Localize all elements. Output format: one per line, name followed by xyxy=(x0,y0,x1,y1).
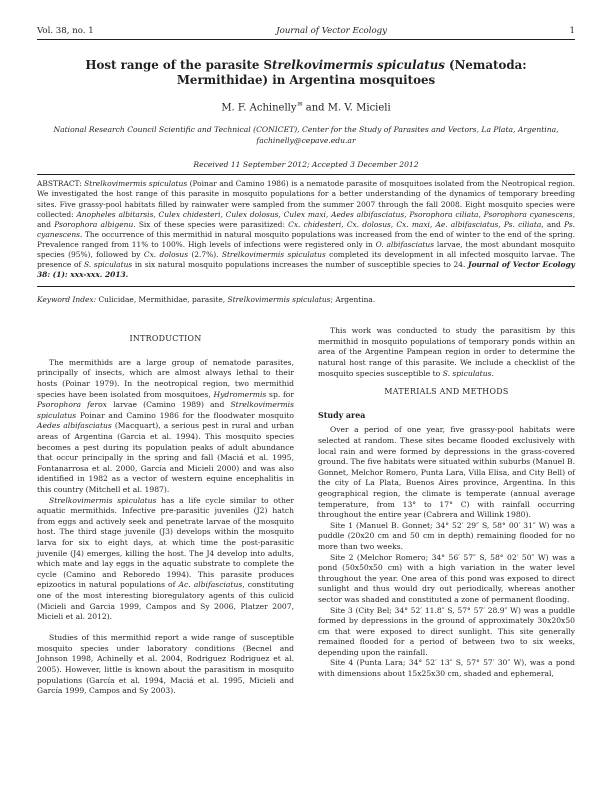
section-heading-introduction: INTRODUCTION xyxy=(129,334,202,344)
author-list: M. F. Achinelly✉ and M. V. Micieli xyxy=(221,101,391,114)
body-columns xyxy=(37,326,575,697)
received-accepted-dates: Received 11 September 2012; Accepted 3 December 2012 xyxy=(37,160,575,175)
paragraph: Strelkovimermis spiculatus has a life cycle similar to other aquatic mermithids. Infective pre-parasitic juveniles (J2) hatch from eggs and actively seek and penetrate larvae of the mosquito host. The third stage juvenile (J3) develops within the mosquito larva for six to eight days, at which time the post-parasitic juvenile (J4) emerges, killing the host. The J4 develop into adults, which mate and lay eggs in the aquatic substrate to complete the cycle (Camino and Reboredo 1994). This parasite produces epizootics in natural populations of Ac. albifasciatus, constituting one of the most interesting bioregulatory agents of this culicid (Micieli and Garcia 1999, Campos and Sy 2006, Platzer 2007, Micieli et al. 2012). xyxy=(37,495,294,622)
keyword-index: Keyword Index: Culicidae, Mermithidae, parasite, Strelkovimermis spiculatus; Argentina. xyxy=(37,295,376,305)
author-email[interactable]: fachinelly@cepave.edu.ar xyxy=(256,136,356,146)
section-heading-methods: MATERIALS AND METHODS xyxy=(384,387,509,397)
article-title: Host range of the parasite Strelkovimermis spiculatus (Nematoda: Mermithidae) in Argentina mosquitoes xyxy=(85,58,527,87)
email-envelope-icon[interactable]: ✉ xyxy=(297,101,303,108)
right-column xyxy=(318,326,575,697)
paragraph: Site 2 (Melchor Romero; 34° 56′ 57″ S, 58° 02′ 50″ W) was a pond (50x50x50 cm) with a high variation in the water level throughout the year. One area of this pond was exposed to direct sunlight and thus would dry out periodically, whereas another sector was shaded and constituted a zone of permanent flooding. xyxy=(318,552,575,604)
page-number: 1 xyxy=(569,26,575,36)
left-column xyxy=(37,326,294,697)
article-page xyxy=(37,26,575,697)
volume-issue: Vol. 38, no. 1 xyxy=(37,26,94,36)
journal-name: Journal of Vector Ecology xyxy=(276,26,388,36)
subsection-heading-study-area: Study area xyxy=(318,410,366,420)
paragraph: Site 4 (Punta Lara; 34° 52′ 13″ S, 57° 57′ 30″ W), was a pond with dimensions about 15x25x30 cm, shaded and ephemeral, xyxy=(318,658,575,679)
running-head xyxy=(37,26,575,40)
abstract: ABSTRACT: Strelkovimermis spiculatus (Poinar and Camino 1986) is a nematode parasite of mosquitoes isolated from the Neotropical region. We investigated the host range of this parasite in mosquito populations for a better understanding of the dynamics of temporary breeding sites. Five grassy-pool habitats filled by rainwater were sampled from the summer 2007 through the fall 2008. Eight mosquito species were collected: Anopheles albitarsis, Culex chidesteri, Culex dolosus, Culex maxi, Aedes albifasciatus, Psorophora ciliata, Psorophora cyanescens, and Psorophora albigenu. Six of these species were parasitized: Cx. chidesteri, Cx. dolosus, Cx. maxi, Ae. albifasciatus, Ps. ciliata, and Ps. cyanescens. The occurrence of this mermithid in natural mosquito populations was increased from the end of winter to the end of the spring. Prevalence ranged from 11% to 100%. High levels of infections were registered only in O. albifasciatus larvae, the most abundant mosquito species (95%), followed by Cx. dolosus (2.7%). Strelkovimermis spiculatus completed its development in all infected mosquito larvae. The presence of S. spiculatus in six natural mosquito populations increases the number of susceptible species to 24. Journal of Vector Ecology 38: (1): xxx-xxx. 2013. xyxy=(37,179,575,287)
paragraph: Studies of this mermithid report a wide range of susceptible mosquito species under laboratory conditions (Becnel and Johnson 1998, Achinelly et al. 2004, Rodriguez Rodriguez et al. 2005). However, little is known about the parasitism in mosquito populations (García et al. 1994, Maciá et al. 1995, Micieli and García 1999, Campos and Sy 2003). xyxy=(37,633,294,696)
journal-citation: Journal of Vector Ecology 38: (1): xxx-xxx. 2013. xyxy=(37,260,575,280)
affiliation: National Research Council Scientific and Technical (CONICET), Center for the Study of Parasites and Vectors, La Plata, Argentina, fachinelly@cepave.edu.ar xyxy=(47,124,565,146)
paragraph: Over a period of one year, five grassy-pool habitats were selected at random. These sites became flooded exclusively with local rain and were formed by depressions in the grass-covered ground. The five habitats were situated within suburbs (Manuel B. Gonnet, Melchor Romero, Punta Lara, Villa Elisa, and City Bell) of the city of La Plata, Buenos Aires province, Argentina. In this geographical region, the climate is temperate (annual average temperature, from 13° to 17° C) with rainfall occurring throughout the entire year (Cabrera and Willink 1980). xyxy=(318,425,575,520)
paragraph: The mermithids are a large group of nematode parasites, principally of insects, which are almost always lethal to their hosts (Poinar 1979). In the neotropical region, two mermithid species have been isolated from mosquitoes, Hydromermis sp. for Psorophora ferox larvae (Camino 1989) and Strelkovimermis spiculatus Poinar and Camino 1986 for the floodwater mosquito Aedes albifasciatus (Macquart), a serious pest in rural and urban areas of Argentina (Garcia et al. 1994). This mosquito species becomes a pest during its population peaks of adult abundance that occur principally in the spring and fall (Maciá et al. 1995, Fontanarrosa et al. 2000, García and Micieli 2000) and was also identified in 1982 as a vector of western equine encephalitis in this country (Mitchell et al. 1987). xyxy=(37,357,294,494)
paragraph: Site 3 (City Bel; 34° 52′ 11.8″ S, 57° 57′ 28.9″ W) was a puddle formed by depressions in the ground of approximately 30x20x50 cm that were exposed to direct sunlight. This site generally remained flooded for a period of between two to six weeks, depending upon the rainfall. xyxy=(318,605,575,657)
paragraph: This work was conducted to study the parasitism by this mermithid in mosquito populations of temporary ponds within an area of the Argentine Pampean region in order to determine the natural host range of this parasite. We include a checklist of the mosquito species susceptible to S. spiculatus. xyxy=(318,326,575,378)
paragraph: Site 1 (Manuel B. Gonnet; 34° 52′ 29″ S, 58° 00′ 31″ W) was a puddle (20x20 cm and 50 cm in depth) remaining flooded for no more than two weeks. xyxy=(318,520,575,551)
